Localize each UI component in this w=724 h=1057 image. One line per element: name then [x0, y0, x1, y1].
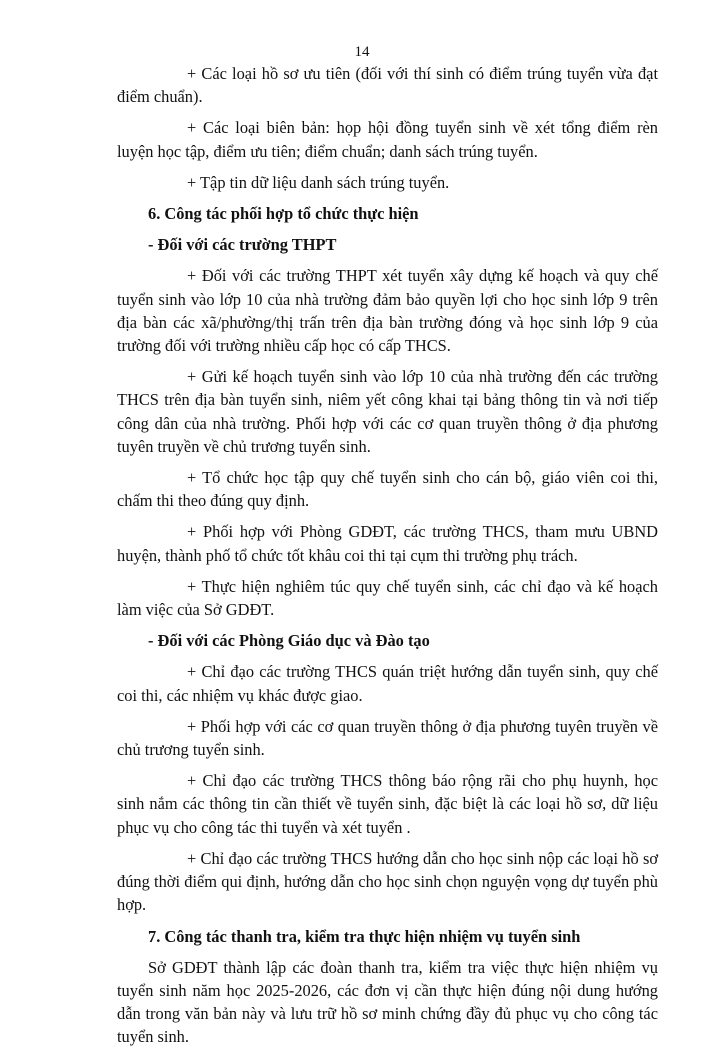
paragraph-data-file: + Tập tin dữ liệu danh sách trúng tuyển. [187, 172, 450, 192]
paragraph-guide-submission: + Chỉ đạo các trường THCS hướng dẫn cho học sinh nộp các loại hồ sơ đúng thời điểm qui định, hướng dẫn cho học sinh chọn nguyện vọng dự tuyển phù hợp. [117, 848, 658, 915]
paragraph-inspection: Sở GDĐT thành lập các đoàn thanh tra, kiểm tra việc thực hiện nhiệm vụ tuyển sinh năm học 2025-2026, các đơn vị cần thực hiện đúng nội dung hướng dẫn trong văn bản này và lưu trữ hồ sơ minh chứng đầy đủ phục vụ cho công tác tuyển sinh. [117, 957, 658, 1047]
paragraph-priority-documents: + Các loại hồ sơ ưu tiên (đối với thí sinh có điểm trúng tuyển vừa đạt điểm chuẩn). [117, 64, 658, 107]
paragraph-study-regulations: + Tổ chức học tập quy chế tuyển sinh cho cán bộ, giáo viên coi thi, chấm thi theo đúng quy định. [117, 468, 658, 511]
document-body [117, 62, 658, 1057]
paragraph-direct-thcs: + Chỉ đạo các trường THCS quán triệt hướng dẫn tuyển sinh, quy chế coi thi, các nhiệm vụ khác được giao. [117, 662, 658, 705]
subheading-thpt-schools: - Đối với các trường THPT [148, 235, 337, 255]
paragraph-media-coordination: + Phối hợp với các cơ quan truyền thông ở địa phương tuyên truyền về chủ trương tuyển sinh. [117, 716, 658, 760]
paragraph-send-plan: + Gửi kế hoạch tuyển sinh vào lớp 10 của nhà trường đến các trường THCS trên địa bàn tuyển sinh, niêm yết công khai tại bảng thông tin và nơi tiếp công dân của nhà trường. Phối hợp với các cơ quan truyền thông ở địa phương tuyên truyền về chủ trương tuyển sinh. [117, 367, 658, 456]
subheading-education-offices: - Đối với các Phòng Giáo dục và Đào tạo [148, 631, 430, 651]
page-number: 14 [354, 44, 370, 60]
paragraph-thpt-plan: + Đối với các trường THPT xét tuyển xây dựng kế hoạch và quy chế tuyển sinh vào lớp 10 của nhà trường đảm bảo quyền lợi cho học sinh lớp 9 trên địa bàn các xã/phường/thị trấn trên địa bàn trường đóng và học sinh lớp 9 của trường đối với trường nhiều cấp học có cấp THCS. [117, 266, 658, 356]
paragraph-coordinate-gddt: + Phối hợp với Phòng GDĐT, các trường THCS, tham mưu UBND huyện, thành phố tổ chức tốt khâu coi thi tại cụm thi trường phụ trách. [117, 522, 658, 565]
section-heading-7: 7. Công tác thanh tra, kiểm tra thực hiện nhiệm vụ tuyển sinh [148, 926, 581, 946]
section-heading-6: 6. Công tác phối hợp tổ chức thực hiện [148, 204, 419, 224]
paragraph-strict-implementation: + Thực hiện nghiêm túc quy chế tuyển sinh, các chỉ đạo và kế hoạch làm việc của Sở GDĐT. [117, 576, 658, 620]
paragraph-inform-parents: + Chỉ đạo các trường THCS thông báo rộng rãi cho phụ huynh, học sinh nắm các thông tin cần thiết về tuyển sinh, đặc biệt là các loại hồ sơ, dữ liệu phục vụ cho công tác thi tuyển và xét tuyển . [117, 771, 658, 837]
paragraph-minutes: + Các loại biên bản: họp hội đồng tuyển sinh về xét tổng điểm rèn luyện học tập, điểm ưu tiên; điểm chuẩn; danh sách trúng tuyển. [117, 118, 658, 161]
